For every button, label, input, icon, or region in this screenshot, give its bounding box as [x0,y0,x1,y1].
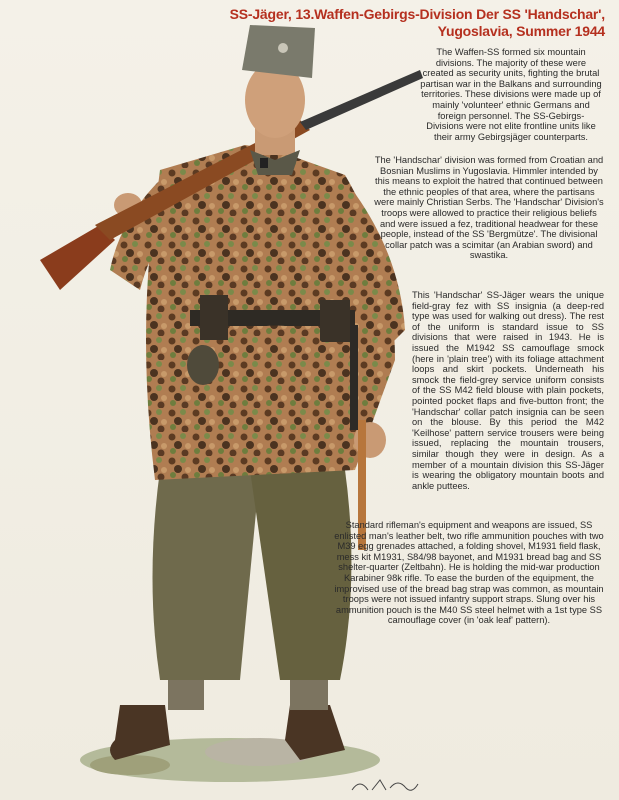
paragraph-uniform: This 'Handschar' SS-Jäger wears the unique field-gray fez with SS insignia (a deep-red type was used for walking out dress). The rest of the uniform is standard issue to SS divisions that were raised in 1943. He is issued the M1942 SS camouflage smock (here in 'plain tree') with its foliage attachment loops and skirt pockets. Underneath his smock the field-grey service uniform consists of the SS M42 field blouse with plain pockets, pointed pocket flaps and five-button front; the 'Handschar' collar patch insignia can be seen on the blouse. By this period the M42 'Keilhose' pattern service trousers were being issued, replacing the mountain trousers, similar though they were in design. As a member of a mountain division this SS-Jäger is wearing the obligatory mountain boots and ankle puttees. [412,290,604,491]
title-line-1: SS-Jäger, 13.Waffen-Gebirgs-Division Der SS 'Handschar', [229,6,605,22]
title-line-2: Yugoslavia, Summer 1944 [437,23,605,39]
paragraph-equipment: Standard rifleman's equipment and weapons are issued, SS enlisted man's leather belt, two rifle ammunition pouches with two M39 egg grenades attached, a folding shovel, M1931 field flask, mess kit M1931, S84/98 bayonet, and M1931 bread bag and SS shelter-quarter (Zeltbahn). He is holding the mid-war production Karabiner 98k rifle. To ease the burden of the equipment, the improvised use of the bread bag strap was common, as mountain troops were not issued infantry support straps. Slung over his ammunition pouch is the M40 SS steel helmet with a 1st type SS camouflage cover (in 'oak leaf' pattern). [334,520,604,626]
artist-signature [350,776,420,796]
page-title [185,6,605,40]
paragraph-division: The 'Handschar' division was formed from Croatian and Bosnian Muslims in Yugoslavia. Himmler intended by this means to exploit the hatred that continued between the ethnic peoples of that area, where the partisans were mainly Christian Serbs. The 'Handschar' Division's troops were allowed to practice their religious beliefs and were issued a fez, traditional headwear for these people, instead of the SS 'Bergmütze'. The divisional collar patch was a scimitar (an Arabian sword) and swastika. [374,155,604,261]
trousers [153,470,352,680]
head [242,25,315,155]
paragraph-intro: The Waffen-SS formed six mountain divisions. The majority of these were created as security units, fighting the brutal partisan war in the Balkans and surrounding territories. These divisions were made up of mainly 'volunteer' ethnic Germans and foreign personnel. The SS-Gebirgs-Divisions were not elite frontline units like their army Gebirgsjäger counterparts. [420,47,602,142]
